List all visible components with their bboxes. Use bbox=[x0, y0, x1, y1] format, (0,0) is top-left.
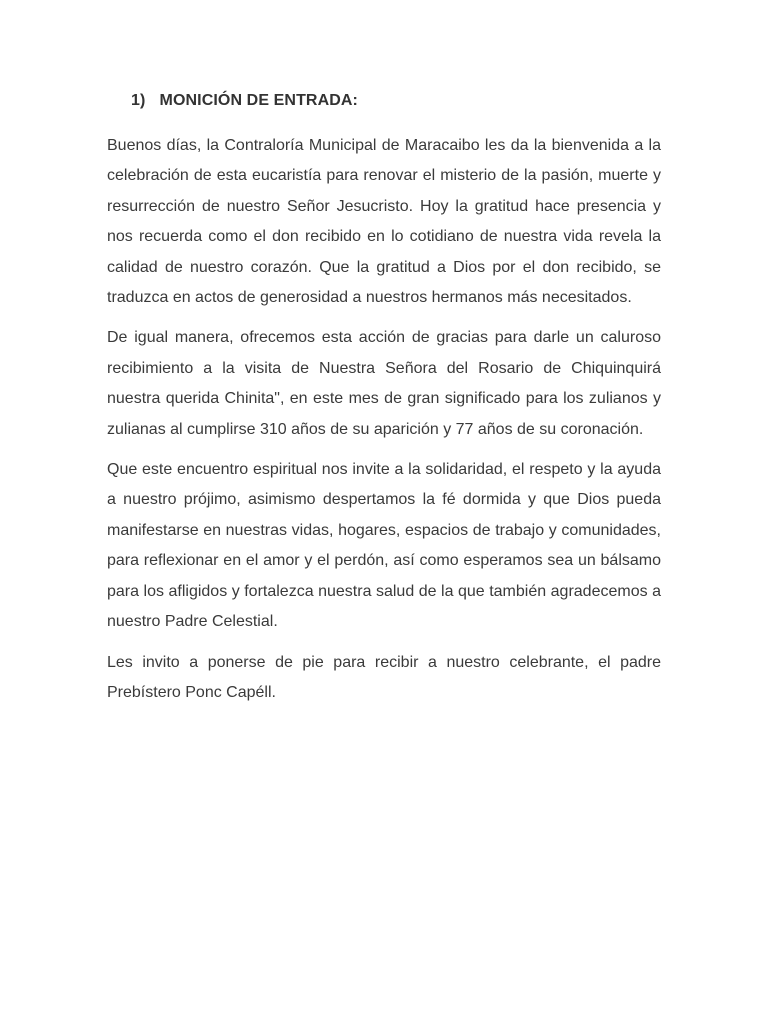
document-body bbox=[107, 131, 661, 718]
section-title: MONICIÓN DE ENTRADA: bbox=[159, 92, 358, 109]
paragraph-invitation: Les invito a ponerse de pie para recibir a nuestro celebrante, el padre Prebístero Ponc Capéll. bbox=[107, 653, 661, 701]
paragraph-encounter: Que este encuentro espiritual nos invite a la solidaridad, el respeto y la ayuda a nuestro prójimo, asimismo despertamos la fé dormida y que Dios pueda manifestarse en nuestras vidas, hogares, espacios de trabajo y comunidades, para reflexionar en el amor y el perdón, así como esperamos sea un bálsamo para los afligidos y fortalezca nuestra salud de la que también agradecemos a nuestro Padre Celestial. bbox=[107, 461, 661, 631]
paragraph-welcome: Buenos días, la Contraloría Municipal de Maracaibo les da la bienvenida a la celebración de esta eucaristía para renovar el misterio de la pasión, muerte y resurrección de nuestro Señor Jesucristo. Hoy la gratitud hace presencia y nos recuerda como el don recibido en lo cotidiano de nuestra vida revela la calidad de nuestro corazón. Que la gratitud a Dios por el don recibido, se traduzca en actos de generosidad a nuestros hermanos más necesitados. bbox=[107, 137, 661, 307]
section-heading bbox=[131, 92, 358, 110]
paragraph-thanksgiving: De igual manera, ofrecemos esta acción de gracias para darle un caluroso recibimiento a la visita de Nuestra Señora del Rosario de Chiquinquirá nuestra querida Chinita", en este mes de gran significado para los zulianos y zulianas al cumplirse 310 años de su aparición y 77 años de su coronación. bbox=[107, 329, 661, 438]
section-number: 1) bbox=[131, 92, 146, 109]
